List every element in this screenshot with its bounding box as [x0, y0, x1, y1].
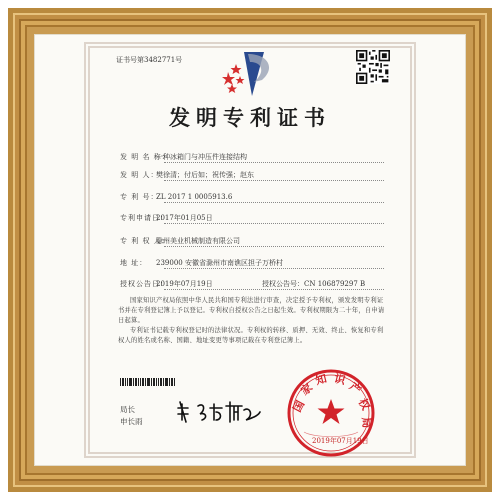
- signatory-title: 局长: [120, 405, 135, 414]
- field-value: 滁州美业机械制造有限公司: [156, 237, 240, 245]
- svg-text:权: 权: [355, 396, 373, 413]
- field-value: 樊徐清；付后如；祝传强；赵东: [156, 171, 254, 179]
- field-value: CN 106879297 B: [304, 280, 366, 288]
- field-grant-number: [262, 279, 365, 289]
- field-invention-name: [120, 152, 247, 162]
- svg-text:产: 产: [346, 379, 364, 397]
- handwritten-signature: [176, 398, 262, 424]
- qr-code-icon: [356, 50, 390, 84]
- field-label: 专 利 权 人：: [120, 237, 170, 245]
- field-application-date: [120, 213, 213, 223]
- field-label: 发 明 名 称：: [120, 153, 170, 161]
- field-patentee: [120, 236, 240, 246]
- svg-text:国: 国: [290, 398, 308, 415]
- underline: [164, 246, 384, 247]
- field-label: 专 利 号：: [120, 193, 159, 201]
- field-address: [120, 258, 283, 268]
- cnipa-logo-icon: [222, 44, 284, 106]
- field-value: 2019年07月19日: [156, 280, 213, 288]
- svg-text:局: 局: [359, 416, 374, 429]
- underline: [164, 162, 384, 163]
- svg-text:识: 识: [332, 371, 347, 388]
- seal-date: 2019年07月19日: [312, 437, 369, 445]
- field-inventors: [120, 170, 254, 180]
- certificate-title: 发明专利证书: [169, 105, 331, 130]
- field-value: 一种冰箱门与冲压件连接结构: [156, 153, 247, 161]
- field-label: 专利申请日：: [120, 214, 168, 222]
- field-value: ZL 2017 1 0005913.6: [156, 193, 233, 201]
- barcode-icon: [120, 378, 176, 386]
- svg-text:家: 家: [298, 380, 316, 398]
- field-value: 2017年01月05日: [156, 214, 213, 222]
- certificate-number: 证书号第3482771号: [116, 56, 183, 64]
- underline: [164, 268, 384, 269]
- field-label: 发 明 人：: [120, 171, 159, 179]
- field-label: 授权公告号：: [262, 280, 304, 288]
- field-label: 地 址：: [120, 259, 148, 267]
- field-grant-date: [120, 279, 213, 289]
- underline: [164, 202, 384, 203]
- underline: [164, 223, 384, 224]
- statement-paragraph-2: 专利证书记载专利权登记时的法律状况。专利权的转移、质押、无效、终止、恢复和专利权人的姓名或名称、国籍、地址变更等事项记载在专利登记簿上。: [118, 327, 384, 344]
- signatory-name: 申长雨: [120, 417, 143, 426]
- underline: [164, 180, 384, 181]
- field-value: 239000 安徽省滁州市南谯区担子万桥村: [156, 259, 283, 267]
- underline: [164, 289, 384, 290]
- field-patent-number: [120, 192, 232, 202]
- svg-text:知: 知: [314, 371, 329, 388]
- field-label: 授权公告日：: [120, 280, 168, 288]
- statement-paragraph-1: 国家知识产权局依照中华人民共和国专利法进行审查，决定授予专利权，颁发发明专利证书并在专利登记簿上予以登记。专利权自授权公告之日起生效。专利权期限为二十年，自申请日起算。: [118, 297, 385, 324]
